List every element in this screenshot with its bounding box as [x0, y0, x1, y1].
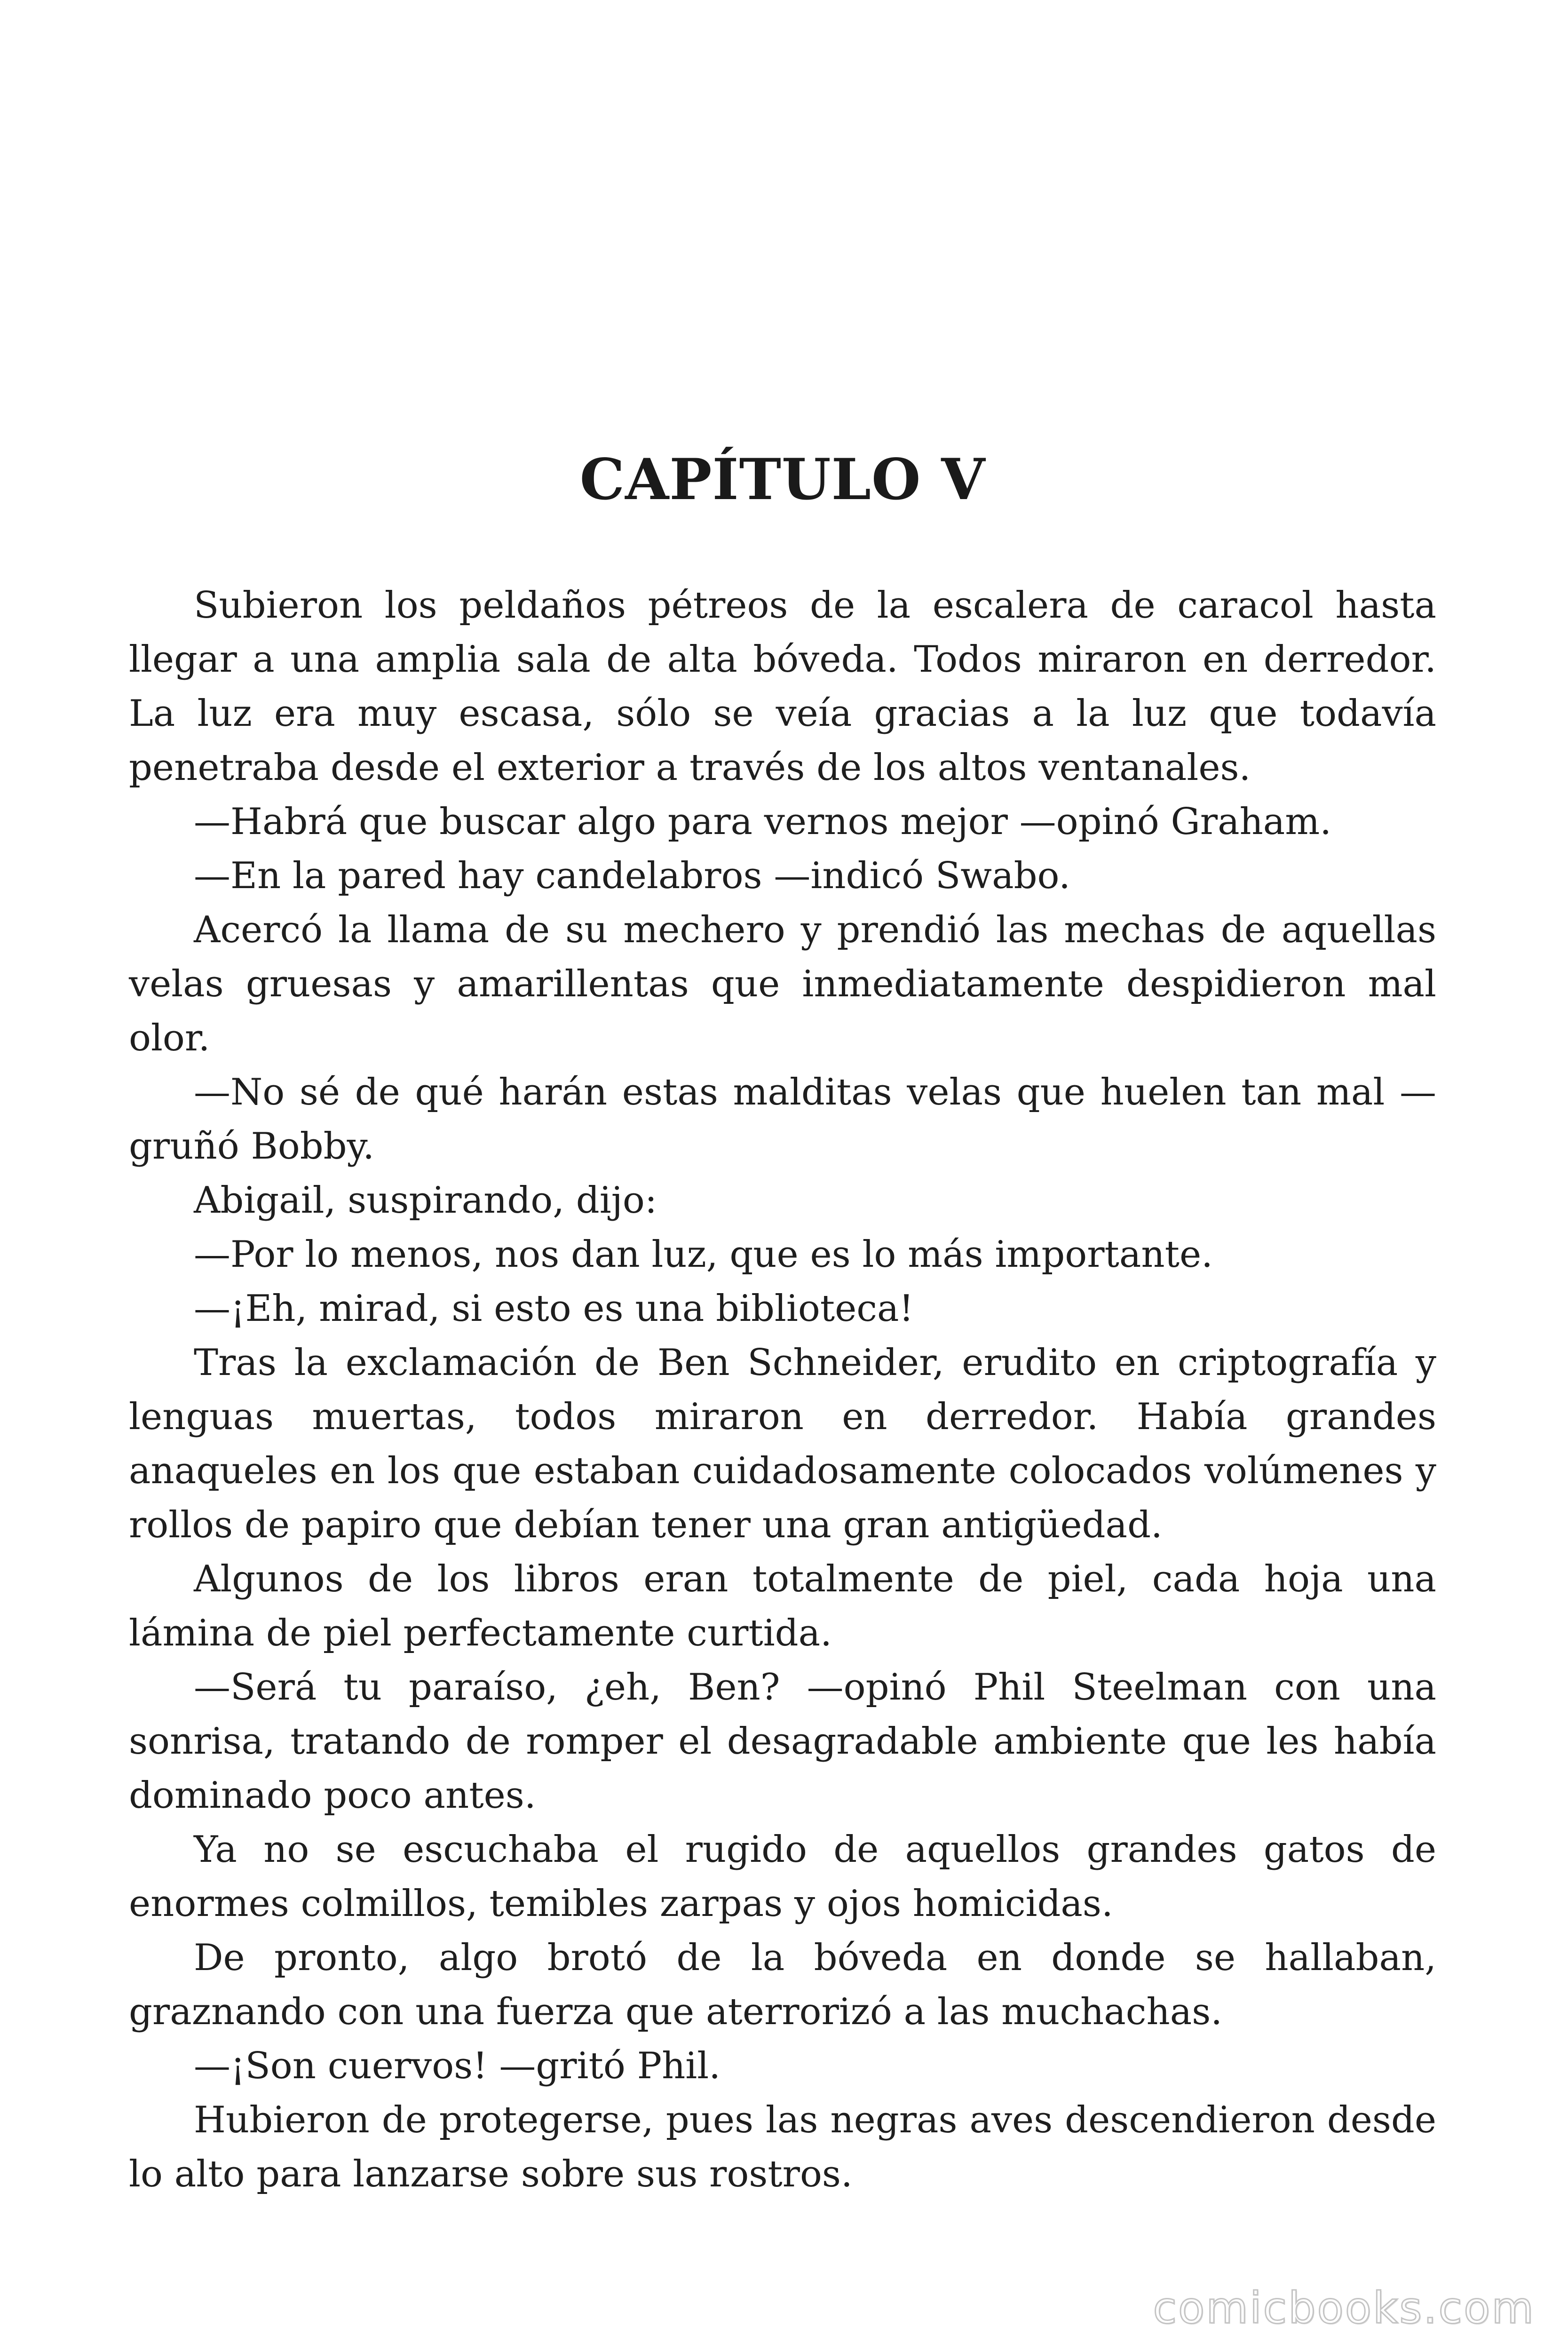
paragraph: Ya no se escuchaba el rugido de aquellos grandes gatos de enormes colmillos, temibles zarpas y ojos homicidas.	[129, 1828, 1436, 1925]
paragraph: Hubieron de protegerse, pues las negras aves descendieron desde lo alto para lanzarse sobre sus rostros.	[129, 2099, 1436, 2195]
paragraph: Tras la exclamación de Ben Schneider, erudito en criptografía y lenguas muertas, todos miraron en derredor. Había grandes anaqueles en los que estaban cuidadosamente colocados volúmenes y rollos de papiro que debían tener una gran antigüedad.	[129, 1342, 1436, 1546]
watermark: comicbooks.com	[1153, 2283, 1535, 2333]
paragraph: Acercó la llama de su mechero y prendió las mechas de aquellas velas gruesas y amarillentas que inmediatamente despidieron mal olor.	[129, 909, 1436, 1059]
paragraph: —Habrá que buscar algo para vernos mejor —opinó Graham.	[194, 801, 1332, 843]
chapter-title: CAPÍTULO V	[579, 446, 986, 513]
paragraph: —Por lo menos, nos dan luz, que es lo más importante.	[194, 1233, 1213, 1276]
paragraph: Abigail, suspirando, dijo:	[194, 1179, 657, 1222]
paragraph: —¡Son cuervos! —gritó Phil.	[194, 2045, 721, 2087]
paragraph: —En la pared hay candelabros —indicó Swabo.	[194, 855, 1070, 897]
paragraph: Subieron los peldaños pétreos de la escalera de caracol hasta llegar a una amplia sala de alta bóveda. Todos miraron en derredor. La luz era muy escasa, sólo se veía gracias a la luz que todavía penetraba desde el exterior a través de los altos ventanales.	[129, 584, 1436, 789]
paragraph: Algunos de los libros eran totalmente de piel, cada hoja una lámina de piel perfectamente curtida.	[129, 1558, 1436, 1654]
paragraph: —No sé de qué harán estas malditas velas que huelen tan mal —gruñó Bobby.	[129, 1071, 1436, 1168]
paragraph: De pronto, algo brotó de la bóveda en donde se hallaban, graznando con una fuerza que aterrorizó a las muchachas.	[129, 1937, 1436, 2033]
paragraph: —Será tu paraíso, ¿eh, Ben? —opinó Phil Steelman con una sonrisa, tratando de romper el desagradable ambiente que les había dominado poco antes.	[129, 1666, 1436, 1817]
page-content	[129, 447, 1436, 2201]
chapter-body	[129, 579, 1436, 2201]
paragraph: —¡Eh, mirad, si esto es una biblioteca!	[194, 1287, 914, 1330]
